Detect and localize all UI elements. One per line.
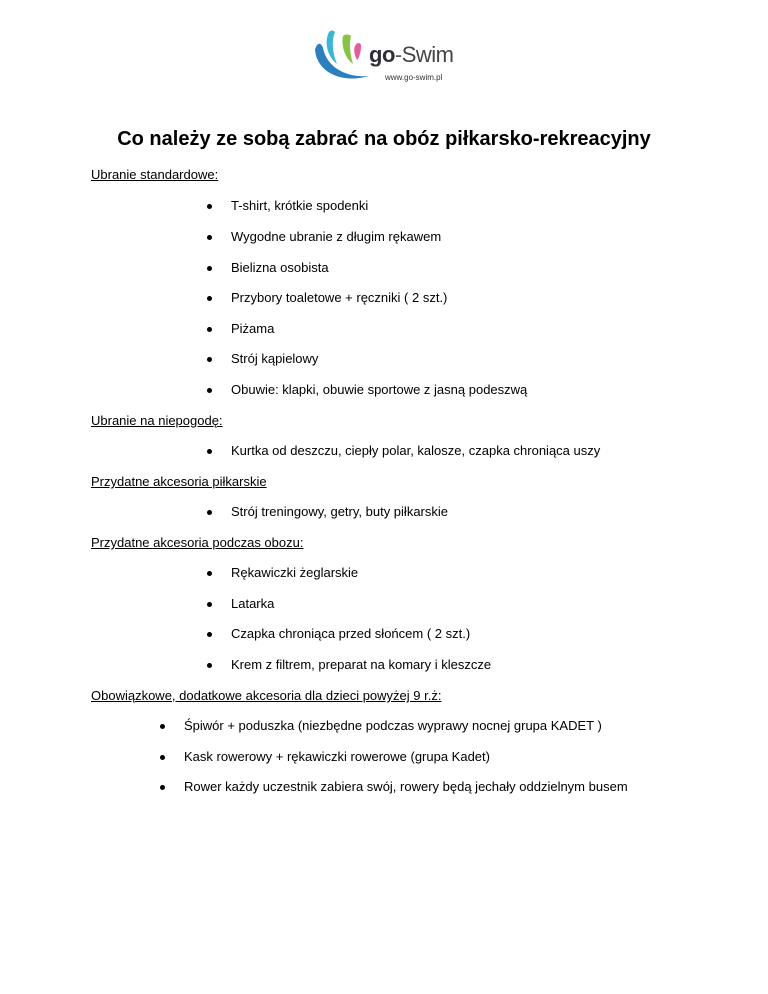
section-heading-bad-weather: Ubranie na niepogodę: bbox=[91, 413, 223, 428]
list-item: Czapka chroniąca przed słońcem ( 2 szt.) bbox=[231, 626, 471, 641]
list-item: Rower każdy uczestnik zabiera swój, rowery będą jechały oddzielnym busem bbox=[184, 779, 628, 794]
bullet-icon bbox=[207, 327, 212, 332]
splash-logo-icon bbox=[313, 28, 373, 84]
bullet-icon bbox=[207, 632, 212, 637]
bullet-icon bbox=[207, 571, 212, 576]
list-item: Śpiwór + poduszka (niezbędne podczas wyprawy nocnej grupa KADET ) bbox=[184, 718, 602, 733]
section-heading-camp: Przydatne akcesoria podczas obozu: bbox=[91, 535, 304, 550]
bullet-icon bbox=[207, 602, 212, 607]
page-title: Co należy ze sobą zabrać na obóz piłkarsko-rekreacyjny bbox=[117, 128, 651, 150]
logo-go: go bbox=[369, 42, 395, 67]
go-swim-logo bbox=[313, 28, 463, 90]
list-item: Wygodne ubranie z długim rękawem bbox=[231, 229, 442, 244]
list-item: Rękawiczki żeglarskie bbox=[231, 565, 359, 580]
list-item: T-shirt, krótkie spodenki bbox=[231, 198, 369, 213]
logo-drop-cyan bbox=[327, 31, 337, 65]
logo-drop-pink bbox=[354, 43, 361, 60]
list-item: Kurtka od deszczu, ciepły polar, kalosze, czapka chroniąca uszy bbox=[231, 443, 601, 458]
bullet-icon bbox=[207, 449, 212, 454]
logo-swoosh-blue bbox=[315, 44, 369, 79]
logo-drop-green bbox=[342, 35, 353, 65]
list-item: Piżama bbox=[231, 321, 275, 336]
section-heading-football: Przydatne akcesoria piłkarskie bbox=[91, 474, 267, 489]
bullet-icon bbox=[207, 204, 212, 209]
logo-wordmark bbox=[369, 42, 454, 68]
list-item: Krem z filtrem, preparat na komary i kleszcze bbox=[231, 657, 492, 672]
logo-swim: Swim bbox=[401, 42, 454, 67]
bullet-icon bbox=[207, 296, 212, 301]
list-item: Kask rowerowy + rękawiczki rowerowe (grupa Kadet) bbox=[184, 749, 490, 764]
bullet-icon bbox=[207, 510, 212, 515]
list-item: Strój kąpielowy bbox=[231, 351, 319, 366]
list-item: Obuwie: klapki, obuwie sportowe z jasną podeszwą bbox=[231, 382, 528, 397]
bullet-icon bbox=[160, 785, 165, 790]
logo-dash: - bbox=[394, 42, 402, 67]
list-item: Bielizna osobista bbox=[231, 260, 329, 275]
section-heading-standard: Ubranie standardowe: bbox=[91, 167, 219, 182]
list-item: Strój treningowy, getry, buty piłkarskie bbox=[231, 504, 448, 519]
section-heading-mandatory: Obowiązkowe, dodatkowe akcesoria dla dzieci powyżej 9 r.ż: bbox=[91, 688, 442, 703]
bullet-icon bbox=[160, 755, 165, 760]
bullet-icon bbox=[207, 357, 212, 362]
list-item: Przybory toaletowe + ręczniki ( 2 szt.) bbox=[231, 290, 448, 305]
bullet-icon bbox=[160, 724, 165, 729]
bullet-icon bbox=[207, 266, 212, 271]
logo-url: www.go-swim.pl bbox=[385, 73, 443, 82]
bullet-icon bbox=[207, 235, 212, 240]
bullet-icon bbox=[207, 663, 212, 668]
bullet-icon bbox=[207, 388, 212, 393]
list-item: Latarka bbox=[231, 596, 275, 611]
